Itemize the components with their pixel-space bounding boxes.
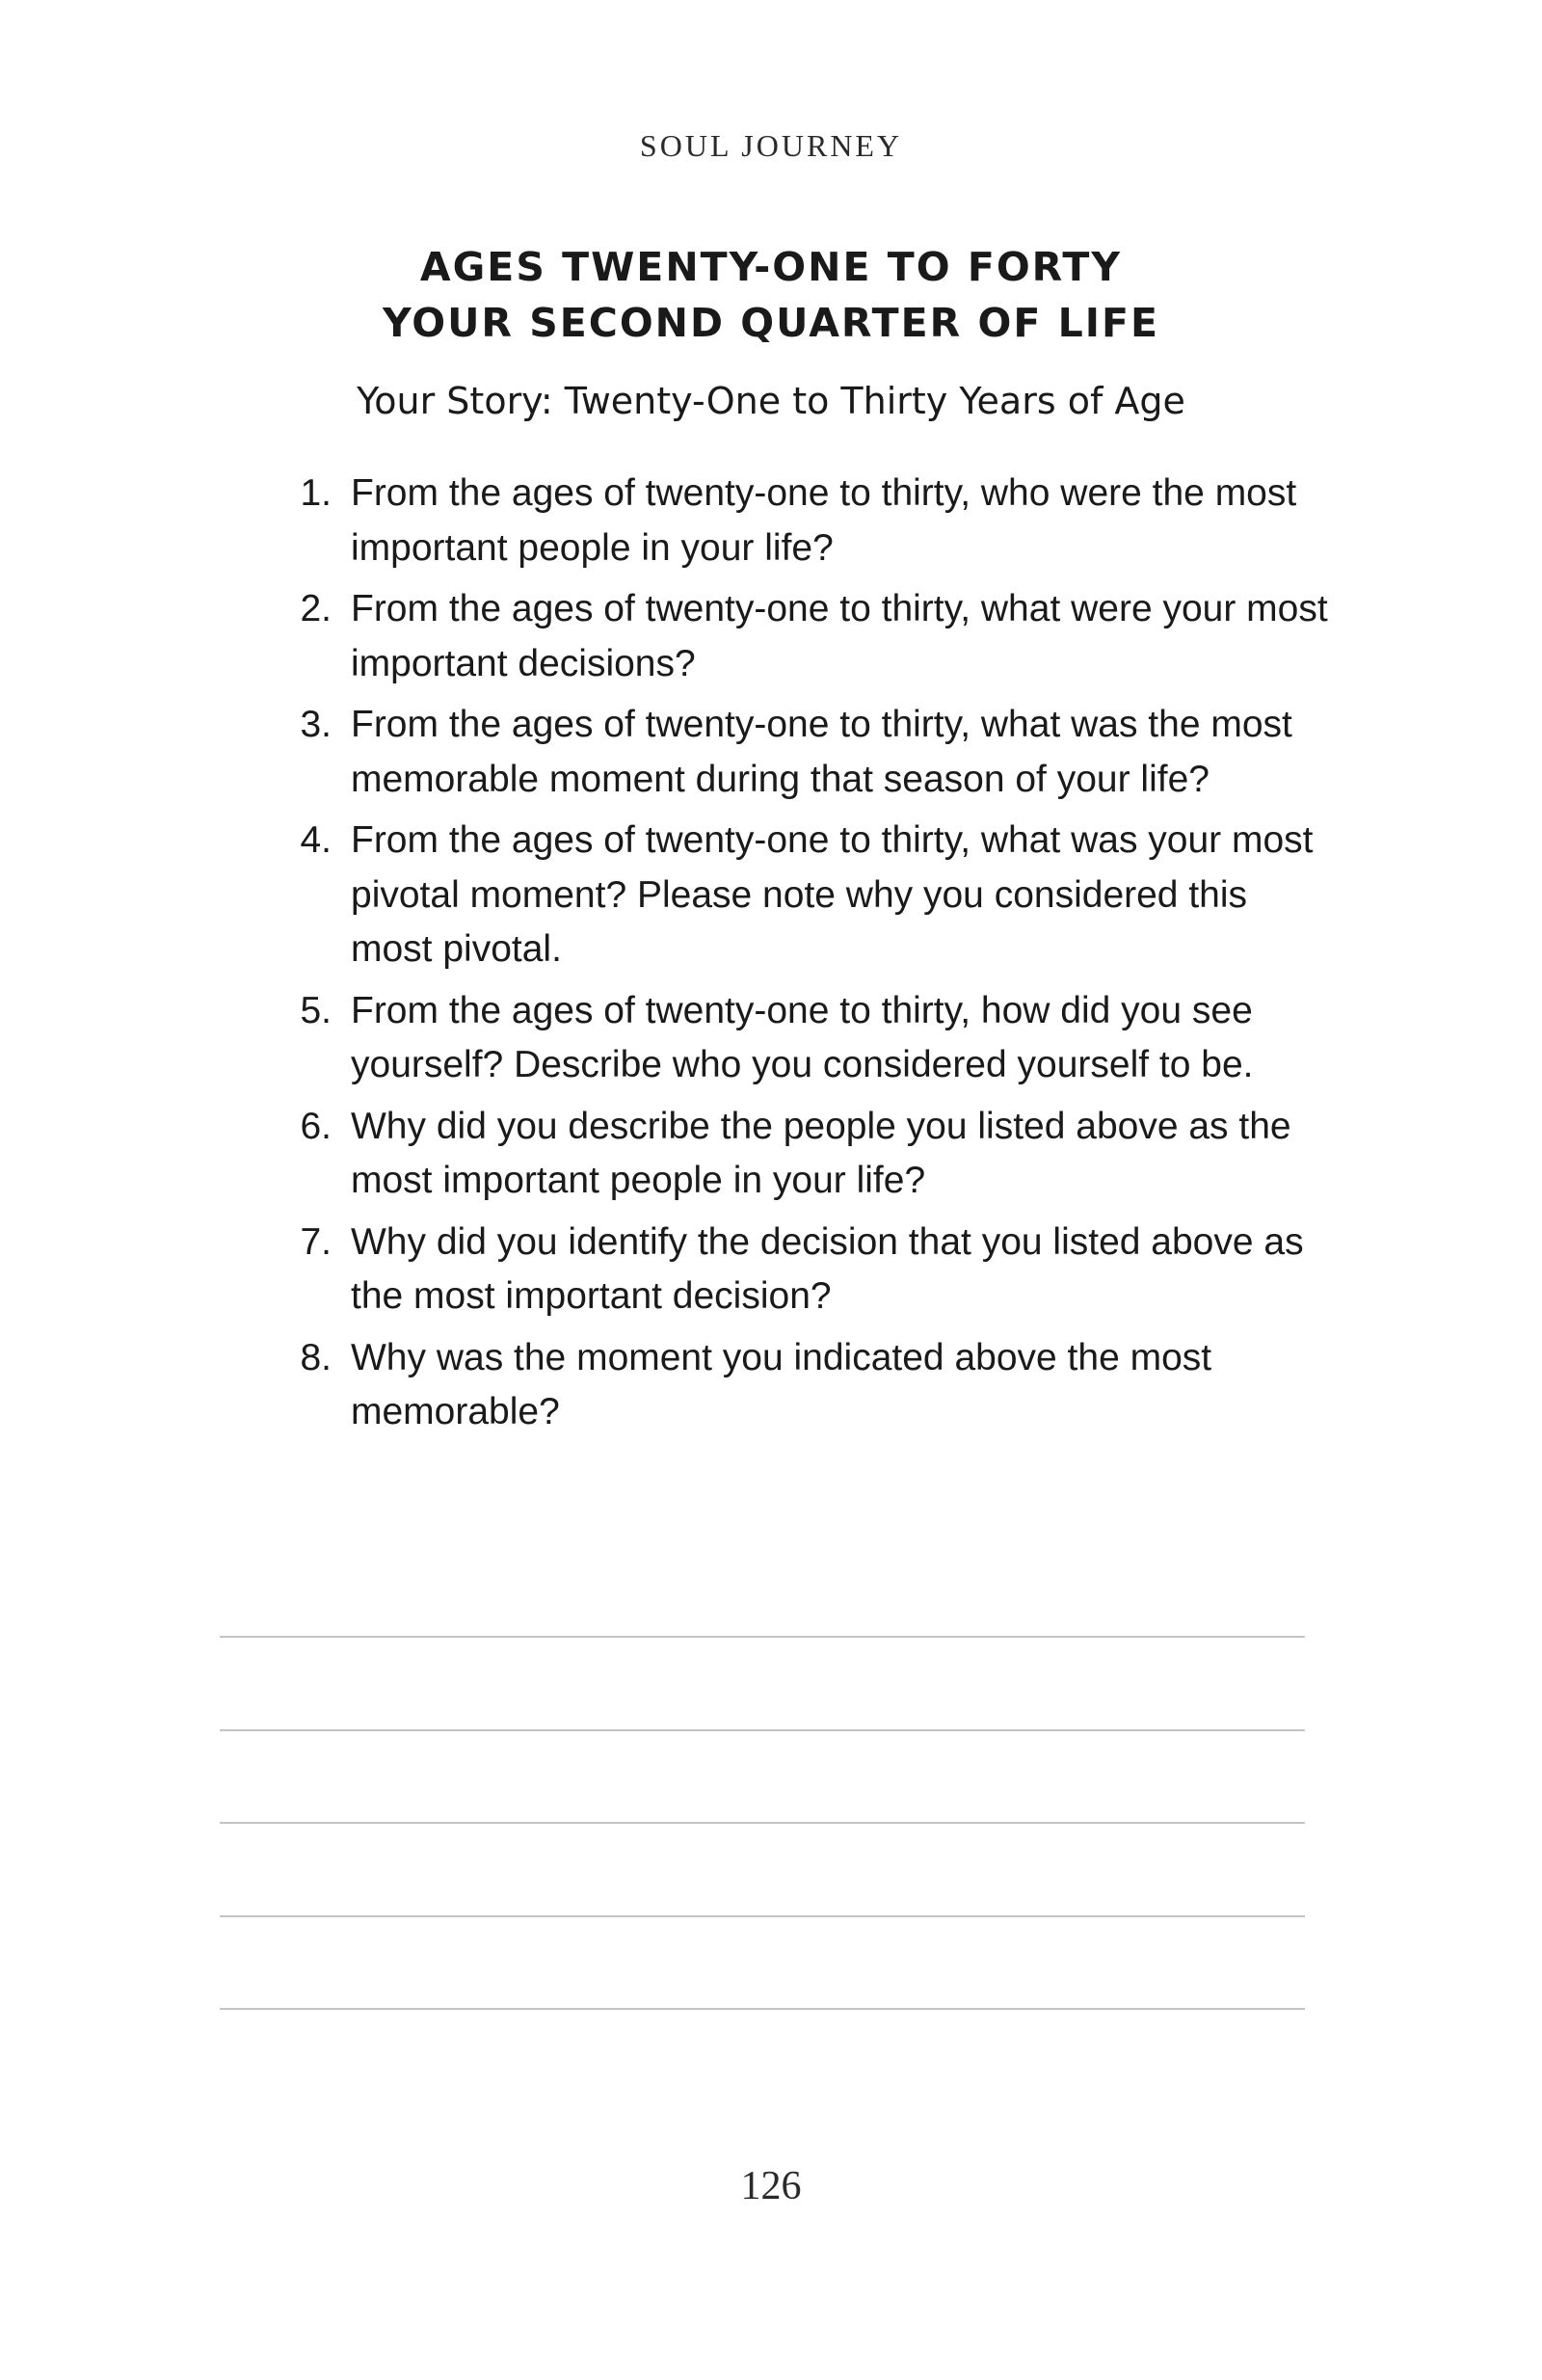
question-text: From the ages of twenty-one to thirty, what was the most memorable moment during that season of your life? <box>351 704 1292 800</box>
question-item <box>285 698 1336 807</box>
question-item <box>285 1100 1336 1209</box>
question-number: 2. <box>300 588 332 629</box>
chapter-title-line-1: AGES TWENTY-ONE TO FORTY <box>419 244 1123 290</box>
section-heading: Your Story: Twenty-One to Thirty Years of Age <box>357 380 1185 422</box>
question-text: From the ages of twenty-one to thirty, how did you see yourself? Describe who you considered yourself to be. <box>351 989 1254 1085</box>
question-list <box>285 467 1336 1447</box>
question-text: From the ages of twenty-one to thirty, who were the most important people in your life? <box>351 472 1297 569</box>
answer-line <box>220 1915 1305 1917</box>
answer-lines <box>220 1636 1305 2101</box>
question-number: 6. <box>300 1105 332 1147</box>
page-number: 126 <box>740 2164 802 2208</box>
question-number: 8. <box>300 1336 332 1378</box>
question-item <box>285 1331 1336 1440</box>
question-number: 3. <box>300 704 332 745</box>
question-text: Why did you identify the decision that you listed above as the most important decision? <box>351 1220 1304 1317</box>
chapter-title <box>0 239 1542 351</box>
answer-line <box>220 1636 1305 1638</box>
question-number: 4. <box>300 819 332 861</box>
question-text: From the ages of twenty-one to thirty, what were your most important decisions? <box>351 588 1328 684</box>
question-item <box>285 1216 1336 1324</box>
answer-line <box>220 1729 1305 1731</box>
question-text: Why did you describe the people you listed above as the most important people in your life? <box>351 1105 1291 1201</box>
chapter-title-line-2: YOUR SECOND QUARTER OF LIFE <box>382 300 1159 346</box>
question-item <box>285 814 1336 977</box>
question-item <box>285 467 1336 575</box>
answer-line <box>220 1822 1305 1824</box>
question-number: 7. <box>300 1220 332 1263</box>
answer-line <box>220 2008 1305 2010</box>
running-head: SOUL JOURNEY <box>639 128 903 163</box>
question-text: Why was the moment you indicated above the most memorable? <box>351 1336 1212 1432</box>
question-item <box>285 984 1336 1093</box>
question-text: From the ages of twenty-one to thirty, what was your most pivotal moment? Please note why you considered this most pivotal. <box>351 819 1314 970</box>
question-number: 5. <box>300 989 332 1031</box>
question-number: 1. <box>300 472 332 514</box>
question-item <box>285 582 1336 691</box>
